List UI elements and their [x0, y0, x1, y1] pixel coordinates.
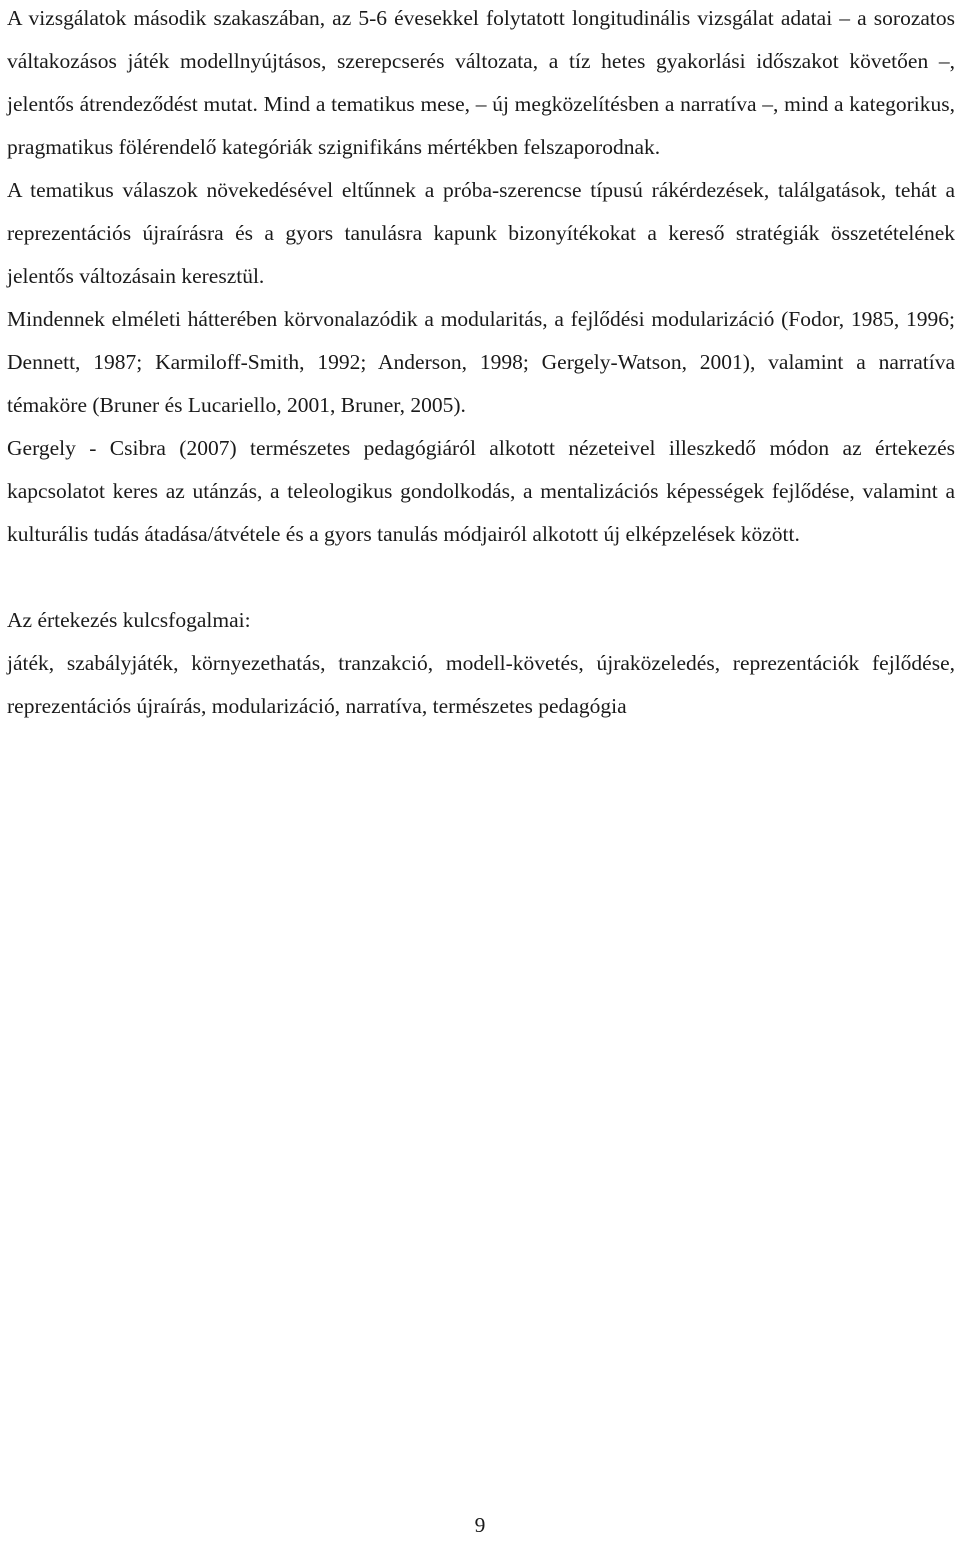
keywords-list: játék, szabályjáték, környezethatás, tranzakció, modell-követés, újraközeledés, reprezentációk fejlődése, reprezentációs újraírás, modularizáció, narratíva, természetes pedagógia [7, 651, 955, 718]
section-spacer [7, 556, 955, 599]
paragraph-natural-pedagogy: Gergely - Csibra (2007) természetes pedagógiáról alkotott nézeteivel illeszkedő módon az értekezés kapcsolatot keres az utánzás, a teleologikus gondolkodás, a mentalizációs képességek fejlődése, valamint a kulturális tudás átadása/átvétele és a gyors tanulás módjairól alkotott új elképzelések között. [7, 436, 955, 546]
paragraph-thematic-answers: A tematikus válaszok növekedésével eltűnnek a próba-szerencse típusú rákérdezések, találgatások, tehát a reprezentációs újraírásra és a gyors tanulásra kapunk bizonyítékokat a kereső stratégiák összetételének jelentős változásain keresztül. [7, 178, 955, 288]
paragraph-longitudinal-study: A vizsgálatok második szakaszában, az 5-6 évesekkel folytatott longitudinális vizsgálat adatai – a sorozatos váltakozásos játék modellnyújtásos, szerepcserés változata, a tíz hetes gyakorlási időszakot követően –, jelentős átrendeződést mutat. Mind a tematikus mese, – új megközelítésben a narratíva –, mind a kategorikus, pragmatikus fölérendelő kategóriák szignifikáns mértékben felszaporodnak. [7, 6, 955, 159]
keywords-heading: Az értekezés kulcsfogalmai: [7, 608, 251, 632]
page-number: 9 [474, 1513, 486, 1537]
paragraph-theoretical-background: Mindennek elméleti hátterében körvonalazódik a modularitás, a fejlődési modularizáció (Fodor, 1985, 1996; Dennett, 1987; Karmiloff-Smith, 1992; Anderson, 1998; Gergely-Watson, 2001), valamint a narratíva témaköre (Bruner és Lucariello, 2001, Bruner, 2005). [7, 307, 955, 417]
document-page [7, 0, 955, 728]
